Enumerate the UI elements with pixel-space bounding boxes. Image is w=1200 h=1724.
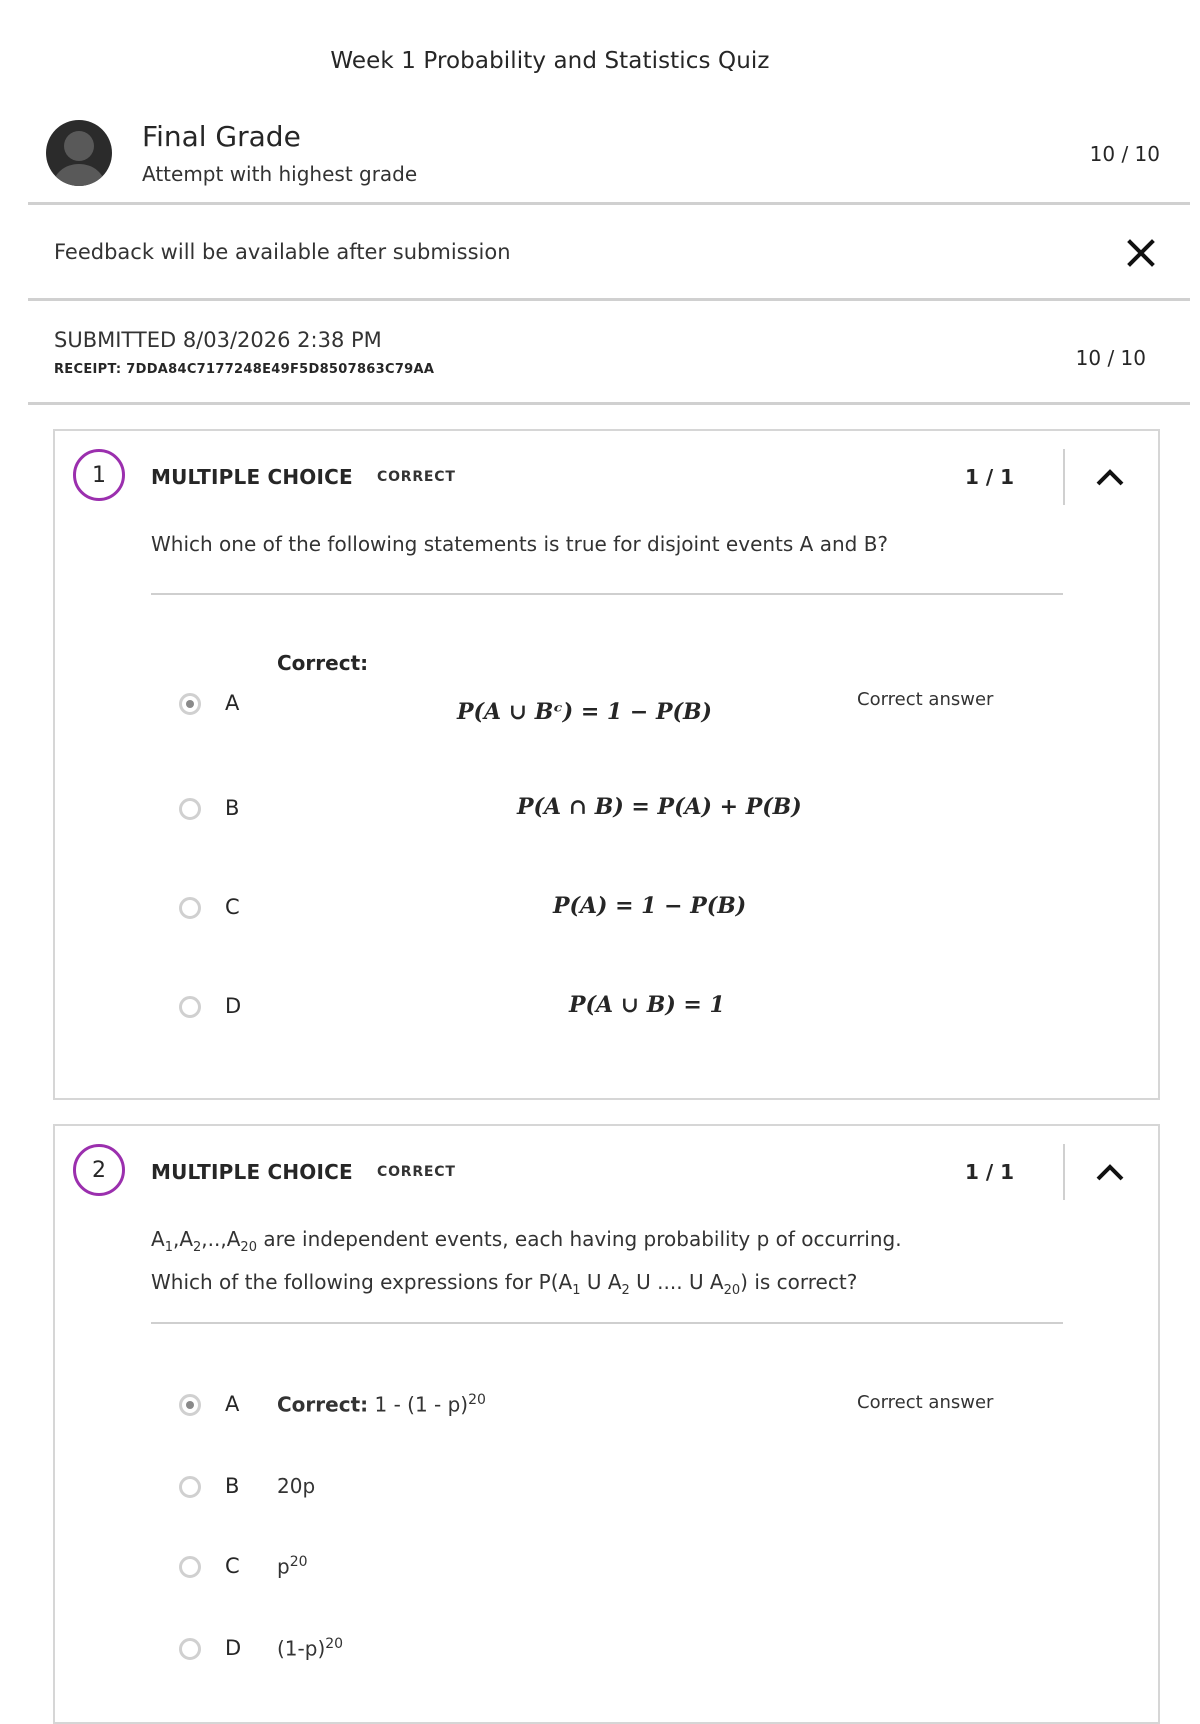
answer-option-c[interactable] bbox=[179, 889, 1039, 929]
user-silhouette-icon bbox=[46, 120, 112, 186]
option-letter: B bbox=[225, 1474, 240, 1498]
answer-option-c[interactable] bbox=[179, 1548, 1039, 1588]
answer-option-d[interactable] bbox=[179, 988, 1039, 1028]
answer-option-b[interactable] bbox=[179, 1468, 1039, 1508]
collapse-question-button[interactable] bbox=[1089, 457, 1131, 499]
option-letter: C bbox=[225, 895, 240, 919]
final-grade-title: Final Grade bbox=[142, 120, 301, 153]
header-separator bbox=[1063, 1144, 1065, 1200]
radio-button[interactable] bbox=[179, 996, 201, 1018]
radio-button[interactable] bbox=[179, 1476, 201, 1498]
header-separator bbox=[1063, 449, 1065, 505]
question-status: CORRECT bbox=[377, 1164, 456, 1180]
option-letter: B bbox=[225, 796, 240, 820]
correct-answer-label: Correct answer bbox=[857, 689, 994, 710]
question-number: 2 bbox=[73, 1144, 125, 1196]
option-text: $p^{20}$ bbox=[277, 1554, 308, 1579]
radio-button[interactable] bbox=[179, 1638, 201, 1660]
final-grade-score: 10 / 10 bbox=[1089, 142, 1160, 166]
chevron-up-icon bbox=[1089, 1152, 1131, 1194]
final-grade-subtitle: Attempt with highest grade bbox=[142, 162, 418, 186]
radio-button[interactable] bbox=[179, 897, 201, 919]
submission-info bbox=[28, 320, 1190, 394]
radio-button[interactable] bbox=[179, 693, 201, 715]
option-letter: A bbox=[225, 691, 240, 715]
option-math: P(A ∪ B) = 1 bbox=[569, 992, 725, 1018]
option-letter: A bbox=[225, 1392, 240, 1416]
question-card-1 bbox=[53, 429, 1160, 1100]
correct-answer-label: Correct answer bbox=[857, 1392, 994, 1413]
question-status: CORRECT bbox=[377, 469, 456, 485]
receipt-id: RECEIPT: 7DDA84C7177248E49F5D8507863C79AA bbox=[54, 362, 435, 377]
question-score: 1 / 1 bbox=[965, 465, 1015, 489]
correct-label: Correct: bbox=[277, 651, 369, 675]
option-math: P(A ∪ Bᶜ) = 1 − P(B) bbox=[457, 699, 712, 725]
close-icon bbox=[1126, 238, 1156, 268]
question-text: Which one of the following statements is true for disjoint events A and B? bbox=[151, 532, 889, 556]
submitted-timestamp: SUBMITTED 8/03/2026 2:38 PM bbox=[54, 328, 382, 352]
option-math: P(A) = 1 − P(B) bbox=[553, 893, 747, 919]
divider bbox=[28, 202, 1190, 205]
feedback-text: Feedback will be available after submission bbox=[54, 240, 511, 264]
radio-button[interactable] bbox=[179, 798, 201, 820]
answer-option-a[interactable] bbox=[179, 651, 1039, 725]
question-text bbox=[151, 1222, 902, 1308]
page-title: Week 1 Probability and Statistics Quiz bbox=[330, 48, 770, 74]
chevron-up-icon bbox=[1089, 457, 1131, 499]
question-type: MULTIPLE CHOICE bbox=[151, 1160, 353, 1184]
option-letter: D bbox=[225, 1636, 242, 1660]
avatar bbox=[46, 120, 112, 186]
submission-score: 10 / 10 bbox=[1075, 346, 1146, 370]
question-number: 1 bbox=[73, 449, 125, 501]
feedback-banner bbox=[28, 226, 1190, 276]
question-card-2 bbox=[53, 1124, 1160, 1724]
divider bbox=[28, 402, 1190, 405]
option-text: 20p bbox=[277, 1474, 316, 1498]
option-letter: C bbox=[225, 1554, 240, 1578]
question-type: MULTIPLE CHOICE bbox=[151, 465, 353, 489]
question-text-line-1: $A_1,A_2,..,A_{20}$ are independent events, each having probability p of occurring. bbox=[151, 1227, 902, 1255]
answer-option-d[interactable] bbox=[179, 1630, 1039, 1670]
answer-option-b[interactable] bbox=[179, 790, 1039, 830]
divider bbox=[28, 298, 1190, 301]
close-feedback-button[interactable] bbox=[1122, 234, 1160, 272]
collapse-question-button[interactable] bbox=[1089, 1152, 1131, 1194]
question-divider bbox=[151, 1322, 1063, 1324]
option-text: $(1-p)^{20}$ bbox=[277, 1636, 344, 1661]
option-letter: D bbox=[225, 994, 242, 1018]
radio-button[interactable] bbox=[179, 1394, 201, 1416]
option-text: Correct: 1 - (1 - p)$^{20}$ bbox=[277, 1392, 486, 1417]
option-math: P(A ∩ B) = P(A) + P(B) bbox=[517, 794, 802, 820]
question-divider bbox=[151, 593, 1063, 595]
radio-button[interactable] bbox=[179, 1556, 201, 1578]
question-score: 1 / 1 bbox=[965, 1160, 1015, 1184]
answer-option-a[interactable] bbox=[179, 1386, 1039, 1426]
question-text-line-2: Which of the following expressions for $P(A_1$ U $A_2$ U .... U $A_{20}$) is correct? bbox=[151, 1270, 858, 1298]
final-grade-row bbox=[28, 118, 1190, 204]
